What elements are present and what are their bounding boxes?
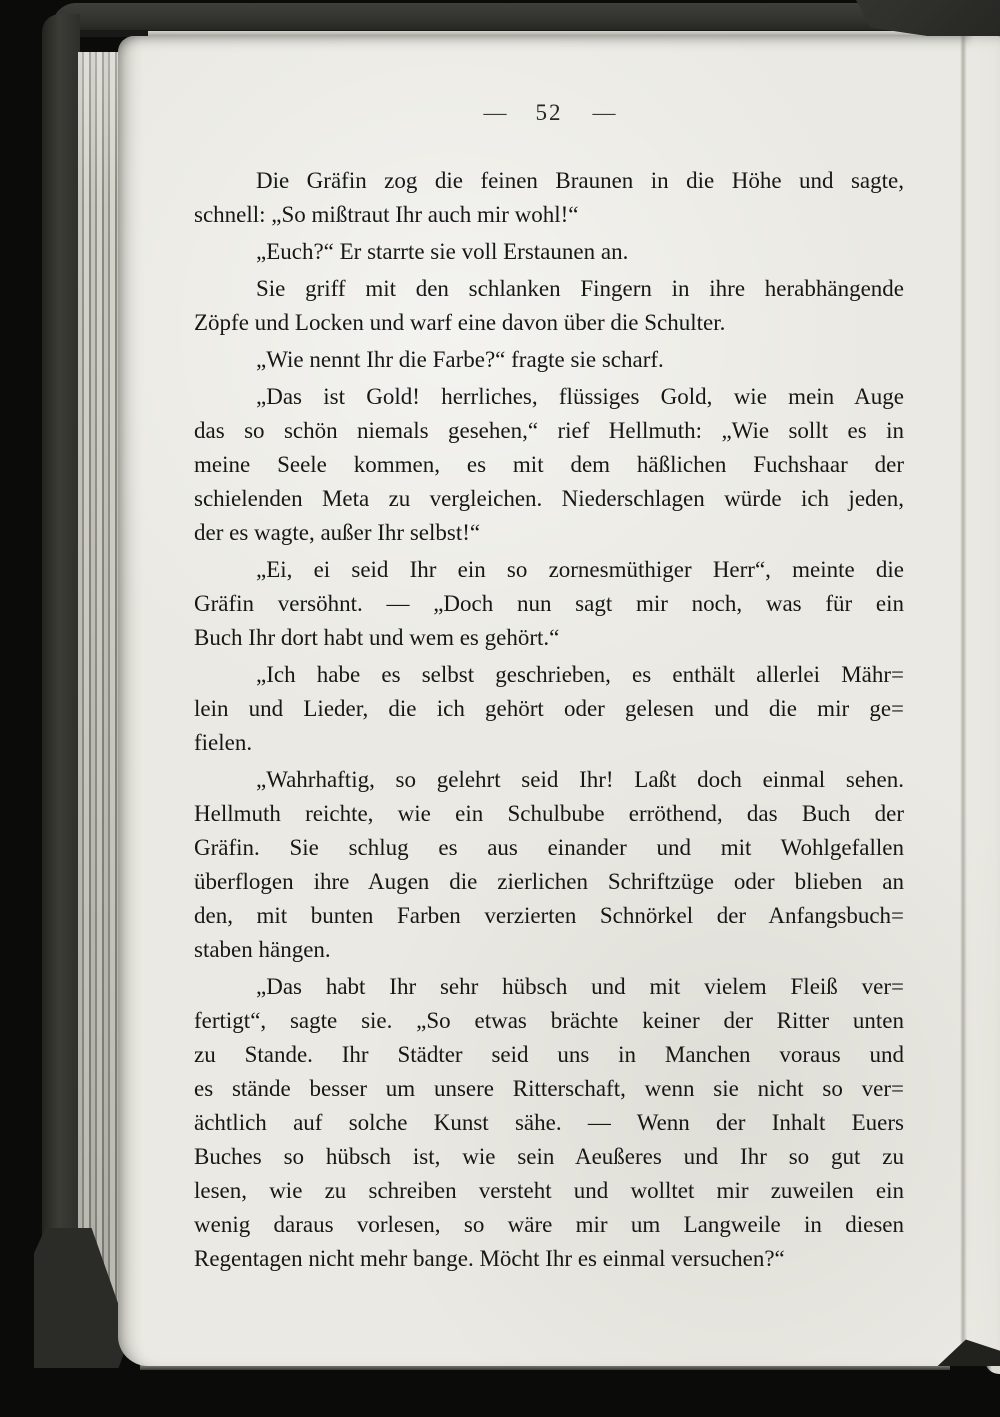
text-line: staben hängen. — [194, 937, 331, 962]
text-line: fertigt“, sagte sie. „So etwas brächte keiner der Ritter unten — [194, 1008, 904, 1033]
text-line: den, mit bunten Farben verzierten Schnörkel der Anfangsbuch= — [194, 903, 904, 928]
text-line: meine Seele kommen, es mit dem häßlichen Fuchshaar der — [194, 452, 904, 477]
paragraph — [194, 763, 904, 967]
page-fold-line — [960, 36, 1000, 1366]
text-line: schnell: „So mißtraut Ihr auch mir wohl!“ — [194, 202, 579, 227]
page-header — [194, 100, 904, 126]
text-line: Gräfin. Sie schlug es aus einander und mit Wohlgefallen — [194, 835, 904, 860]
text-line: Regentagen nicht mehr bange. Möcht Ihr es einmal versuchen?“ — [194, 1246, 785, 1271]
text-line: „Ich habe es selbst geschrieben, es enthält allerlei Mähr= — [256, 662, 904, 687]
text-line: „Ei, ei seid Ihr ein so zornesmüthiger Herr“, meinte die — [256, 557, 904, 582]
book-cover-top-edge — [52, 3, 1000, 32]
text-line: wenig daraus vorlesen, so wäre mir um Langweile in diesen — [194, 1212, 904, 1237]
text-line: schielenden Meta zu vergleichen. Niederschlagen würde ich jeden, — [194, 486, 904, 511]
text-line: Hellmuth reichte, wie ein Schulbube erröthend, das Buch der — [194, 801, 904, 826]
text-line: „Wahrhaftig, so gelehrt seid Ihr! Laßt doch einmal sehen. — [256, 767, 904, 792]
page-number: 52 — [535, 100, 563, 125]
paragraph — [194, 970, 904, 1276]
paragraph — [194, 164, 904, 232]
text-line: Gräfin versöhnt. — „Doch nun sagt mir noch, was für ein — [194, 591, 904, 616]
text-line: „Das ist Gold! herrliches, flüssiges Gold, wie mein Auge — [256, 384, 904, 409]
text-line: „Das habt Ihr sehr hübsch und mit vielem Fleiß ver= — [256, 974, 904, 999]
paragraph — [194, 553, 904, 655]
text-line: lein und Lieder, die ich gehört oder gelesen und die mir ge= — [194, 696, 904, 721]
text-line: überflogen ihre Augen die zierlichen Schriftzüge oder blieben an — [194, 869, 904, 894]
paragraph — [194, 658, 904, 760]
paragraph — [194, 272, 904, 340]
text-line: zu Stande. Ihr Städter seid uns in Manchen voraus und — [194, 1042, 904, 1067]
text-line: Die Gräfin zog die feinen Braunen in die Höhe und sagte, — [256, 168, 904, 193]
text-line: „Euch?“ Er starrte sie voll Erstaunen an. — [256, 239, 629, 264]
text-line: „Wie nennt Ihr die Farbe?“ fragte sie scharf. — [256, 347, 664, 372]
paragraph — [194, 380, 904, 550]
text-line: fielen. — [194, 730, 253, 755]
text-line: das so schön niemals gesehen,“ rief Hellmuth: „Wie sollt es in — [194, 418, 904, 443]
text-line: der es wagte, außer Ihr selbst!“ — [194, 520, 481, 545]
text-line: Zöpfe und Locken und warf eine davon über die Schulter. — [194, 310, 726, 335]
paragraph — [194, 343, 904, 377]
book-page — [118, 36, 1000, 1366]
book-cover-left-edge — [42, 14, 80, 1356]
page-text — [194, 164, 904, 1279]
header-left-rule: — — [483, 100, 506, 125]
text-line: Buches so hübsch ist, wie sein Aeußeres und Ihr so gut zu — [194, 1144, 904, 1169]
text-line: lesen, wie zu schreiben versteht und wolltet mir zuweilen ein — [194, 1178, 904, 1203]
paragraph — [194, 235, 904, 269]
text-line: Buch Ihr dort habt und wem es gehört.“ — [194, 625, 560, 650]
text-line: Sie griff mit den schlanken Fingern in ihre herabhängende — [256, 276, 904, 301]
text-line: ächtlich auf solche Kunst sähe. — Wenn der Inhalt Euers — [194, 1110, 904, 1135]
text-line: es stände besser um unsere Ritterschaft, wenn sie nicht so ver= — [194, 1076, 904, 1101]
header-right-rule: — — [592, 100, 615, 125]
